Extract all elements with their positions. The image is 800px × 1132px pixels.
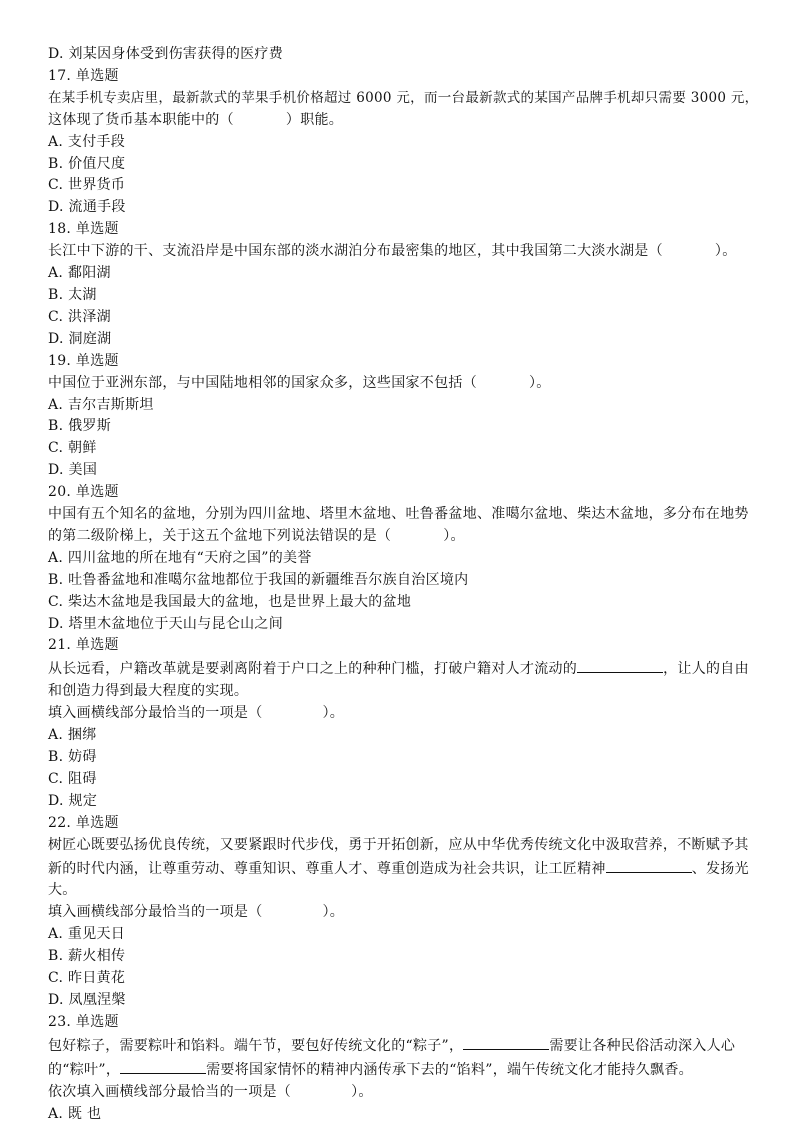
question-21 [48,635,760,812]
question-stem [48,110,760,132]
stem-text: 从长远看，户籍改革就是要剥离附着于户口之上的种种门槛，打破户籍对人才流动的 [48,661,578,678]
stem-text: 、发扬光 [691,860,749,877]
question-stem [48,526,760,548]
question-stem: 大。 [48,882,77,899]
question-stem: 和创造力得到最大程度的实现。 [48,683,249,700]
stem-text: 包好粽子，需要粽叶和馅料。端午节，要包好传统文化的“粽子”， [48,1037,464,1054]
question-prompt [48,1082,760,1104]
option-c: C. 朝鲜 [48,440,97,457]
option-b: B. 太湖 [48,286,97,303]
question-header: 18. 单选题 [48,221,119,238]
question-prompt [48,902,760,924]
question-18 [48,219,760,350]
option-c: C. 昨日黄花 [48,970,126,987]
option-a: A. 鄱阳湖 [48,265,111,282]
question-stem [48,373,760,395]
question-stem [48,657,760,681]
option-b: B. 吐鲁番盆地和准噶尔盆地都位于我国的新疆维吾尔族自治区境内 [48,571,469,588]
stem-text: ）。 [443,527,465,544]
exam-page [48,44,760,1125]
option-b: B. 价值尺度 [48,155,126,172]
option-a: A. 四川盆地的所在地有“天府之国”的美誉 [48,549,312,566]
fill-blank [577,657,663,673]
option-d: D. 流通手段 [48,199,126,216]
prompt-text: ）。 [322,904,345,921]
question-23 [48,1012,760,1126]
option-a: A. 吉尔吉斯斯坦 [48,396,154,413]
prompt-text: 填入画横线部分最恰当的一项是（ [48,705,263,722]
fill-blank [463,1034,549,1050]
question-stem [48,241,760,263]
question-header: 23. 单选题 [48,1013,119,1030]
option-a: A. 重见天日 [48,926,126,943]
stem-text: 中国位于亚洲东部，与中国陆地相邻的国家众多，这些国家不包括（ [48,374,477,391]
prompt-text: ）。 [322,705,345,722]
option-d: D. 洞庭湖 [48,330,112,347]
option-d: D. 凤凰涅槃 [48,991,126,1008]
question-22 [48,813,760,1012]
stem-text: 新的时代内涵，让尊重劳动、尊重知识、尊重人才、尊重创造成为社会共识，让工匠精神 [48,860,606,877]
question-stem: 在某手机专卖店里，最新款式的苹果手机价格超过 6000 元，而一台最新款式的某国产品牌手机却只需要 3000 元， [48,89,759,106]
stem-text: 这体现了货币基本职能中的（ [48,111,234,128]
stem-text: 的第二级阶梯上，关于这五个盆地下列说法错误的是（ [48,527,392,544]
stem-text: 的“粽叶”， [48,1061,121,1078]
question-stem [48,1058,760,1082]
prompt-text: 依次填入画横线部分最恰当的一项是（ [48,1083,292,1100]
stem-text: 需要让各种民俗活动深入人心 [549,1037,736,1054]
question-stem [48,857,760,881]
question-19 [48,351,760,482]
option-b: B. 妨碍 [48,749,97,765]
prompt-text: 填入画横线部分最恰当的一项是（ [48,904,263,921]
fill-blank [120,1058,206,1074]
fill-blank [606,857,692,873]
question-stem: 树匠心既要弘扬优良传统，又要紧跟时代步伐，勇于开拓创新，应从中华优秀传统文化中汲取营养，不断赋予其 [48,836,749,853]
stem-text: ，让人的自由 [663,661,749,678]
question-prompt [48,703,760,725]
option-c: C. 柴达木盆地是我国最大的盆地，也是世界上最大的盆地 [48,593,412,610]
stem-text: ）。 [714,243,737,260]
option-b: B. 俄罗斯 [48,418,111,435]
question-stem: 中国有五个知名的盆地，分别为四川盆地、塔里木盆地、吐鲁番盆地、准噶尔盆地、柴达木盆地，多分布在地势 [48,506,749,523]
option-d: D. 美国 [48,462,98,479]
option-a: A. 既 也 [48,1105,102,1122]
question-header: 17. 单选题 [48,67,119,84]
option-c: C. 洪泽湖 [48,308,111,325]
question-header: 20. 单选题 [48,484,119,501]
stem-text: ）职能。 [285,111,344,128]
option-c: C. 阻碍 [48,770,97,787]
option-a: A. 支付手段 [48,133,126,150]
question-17 [48,66,760,219]
option-b: B. 薪火相传 [48,948,126,965]
question-header: 19. 单选题 [48,352,119,369]
stem-text: ）。 [529,374,551,391]
question-20 [48,482,760,635]
prompt-text: ）。 [351,1083,373,1100]
stem-text: 需要将国家情怀的精神内涵传承下去的“馅料”，端午传统文化才能持久飘香。 [206,1061,693,1078]
option-d: D. 塔里木盆地位于天山与昆仑山之间 [48,615,284,632]
option-d: D. 规定 [48,792,98,809]
question-header: 21. 单选题 [48,637,119,654]
question-header: 22. 单选题 [48,814,119,831]
option-c: C. 世界货币 [48,177,126,194]
option-a: A. 捆绑 [48,727,97,744]
option-text: D. 刘某因身体受到伤害获得的医疗费 [48,46,284,62]
question-stem [48,1034,760,1058]
stem-text: 长江中下游的干、支流沿岸是中国东部的淡水湖泊分布最密集的地区，其中我国第二大淡水湖是（ [48,243,663,260]
